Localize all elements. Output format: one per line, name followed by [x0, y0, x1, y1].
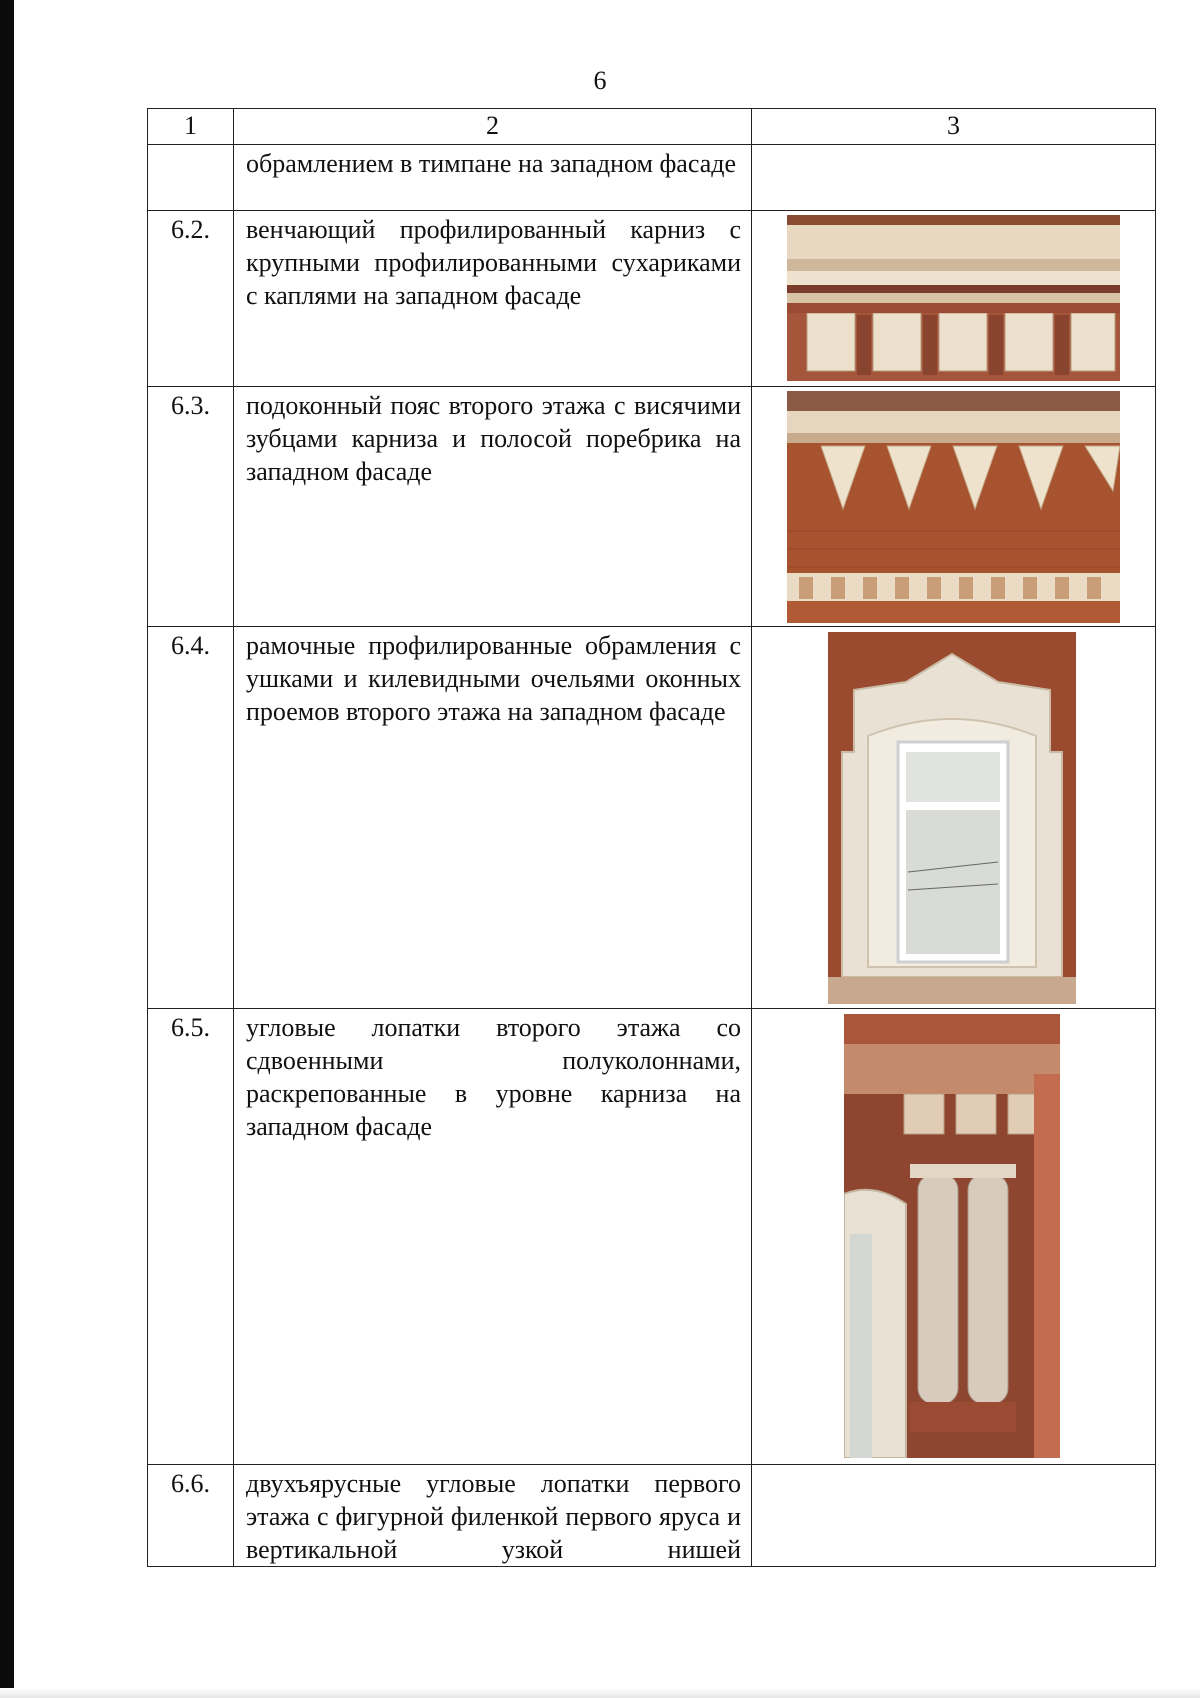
- table-row: [148, 211, 1156, 387]
- row-number: 6.5.: [148, 1009, 234, 1465]
- row-photo-cell: [752, 387, 1156, 627]
- table-row: [148, 1465, 1156, 1567]
- row-photo-cell: [752, 627, 1156, 1009]
- row-number: 6.4.: [148, 627, 234, 1009]
- table-row: [148, 145, 1156, 211]
- row-photo-cell: [752, 1465, 1156, 1567]
- row-description: рамочные профилированные обрамления с ушками и килевидными очельями оконных проемов второго этажа на западном фасаде: [234, 627, 752, 1009]
- table-header-row: [148, 109, 1156, 145]
- table-row: [148, 627, 1156, 1009]
- row-photo-cell: [752, 145, 1156, 211]
- page-number: 6: [593, 66, 607, 95]
- table-row: [148, 1009, 1156, 1465]
- row-number: [148, 145, 234, 211]
- header-col-1: 1: [148, 109, 234, 145]
- row-description: угловые лопатки второго этажа со сдвоенными полуколоннами, раскрепованные в уровне карниза на западном фасаде: [234, 1009, 752, 1465]
- header-col-2: 2: [234, 109, 752, 145]
- row-description: обрамлением в тимпане на западном фасаде: [234, 145, 752, 211]
- cornice-dentils-photo: [787, 215, 1120, 381]
- corner-pilaster-photo: [844, 1014, 1060, 1458]
- header-col-3: 3: [752, 109, 1156, 145]
- scan-edge-bottom: [0, 1688, 1200, 1698]
- table-row: [148, 387, 1156, 627]
- monument-elements-table: [147, 108, 1156, 1567]
- row-number: 6.6.: [148, 1465, 234, 1567]
- row-photo-cell: [752, 1009, 1156, 1465]
- sill-belt-teeth-photo: [787, 391, 1120, 623]
- row-photo-cell: [752, 211, 1156, 387]
- row-description: двухъярусные угловые лопатки первого этажа с фигурной филенкой первого яруса и вертикальной узкой нишей: [234, 1465, 752, 1567]
- row-number: 6.2.: [148, 211, 234, 387]
- row-number: 6.3.: [148, 387, 234, 627]
- window-frame-photo: [828, 632, 1076, 1004]
- row-description: венчающий профилированный карниз с крупными профилированными сухариками с каплями на западном фасаде: [234, 211, 752, 387]
- row-description: подоконный пояс второго этажа с висячими зубцами карниза и полосой поребрика на западном фасаде: [234, 387, 752, 627]
- scan-edge: [0, 0, 14, 1698]
